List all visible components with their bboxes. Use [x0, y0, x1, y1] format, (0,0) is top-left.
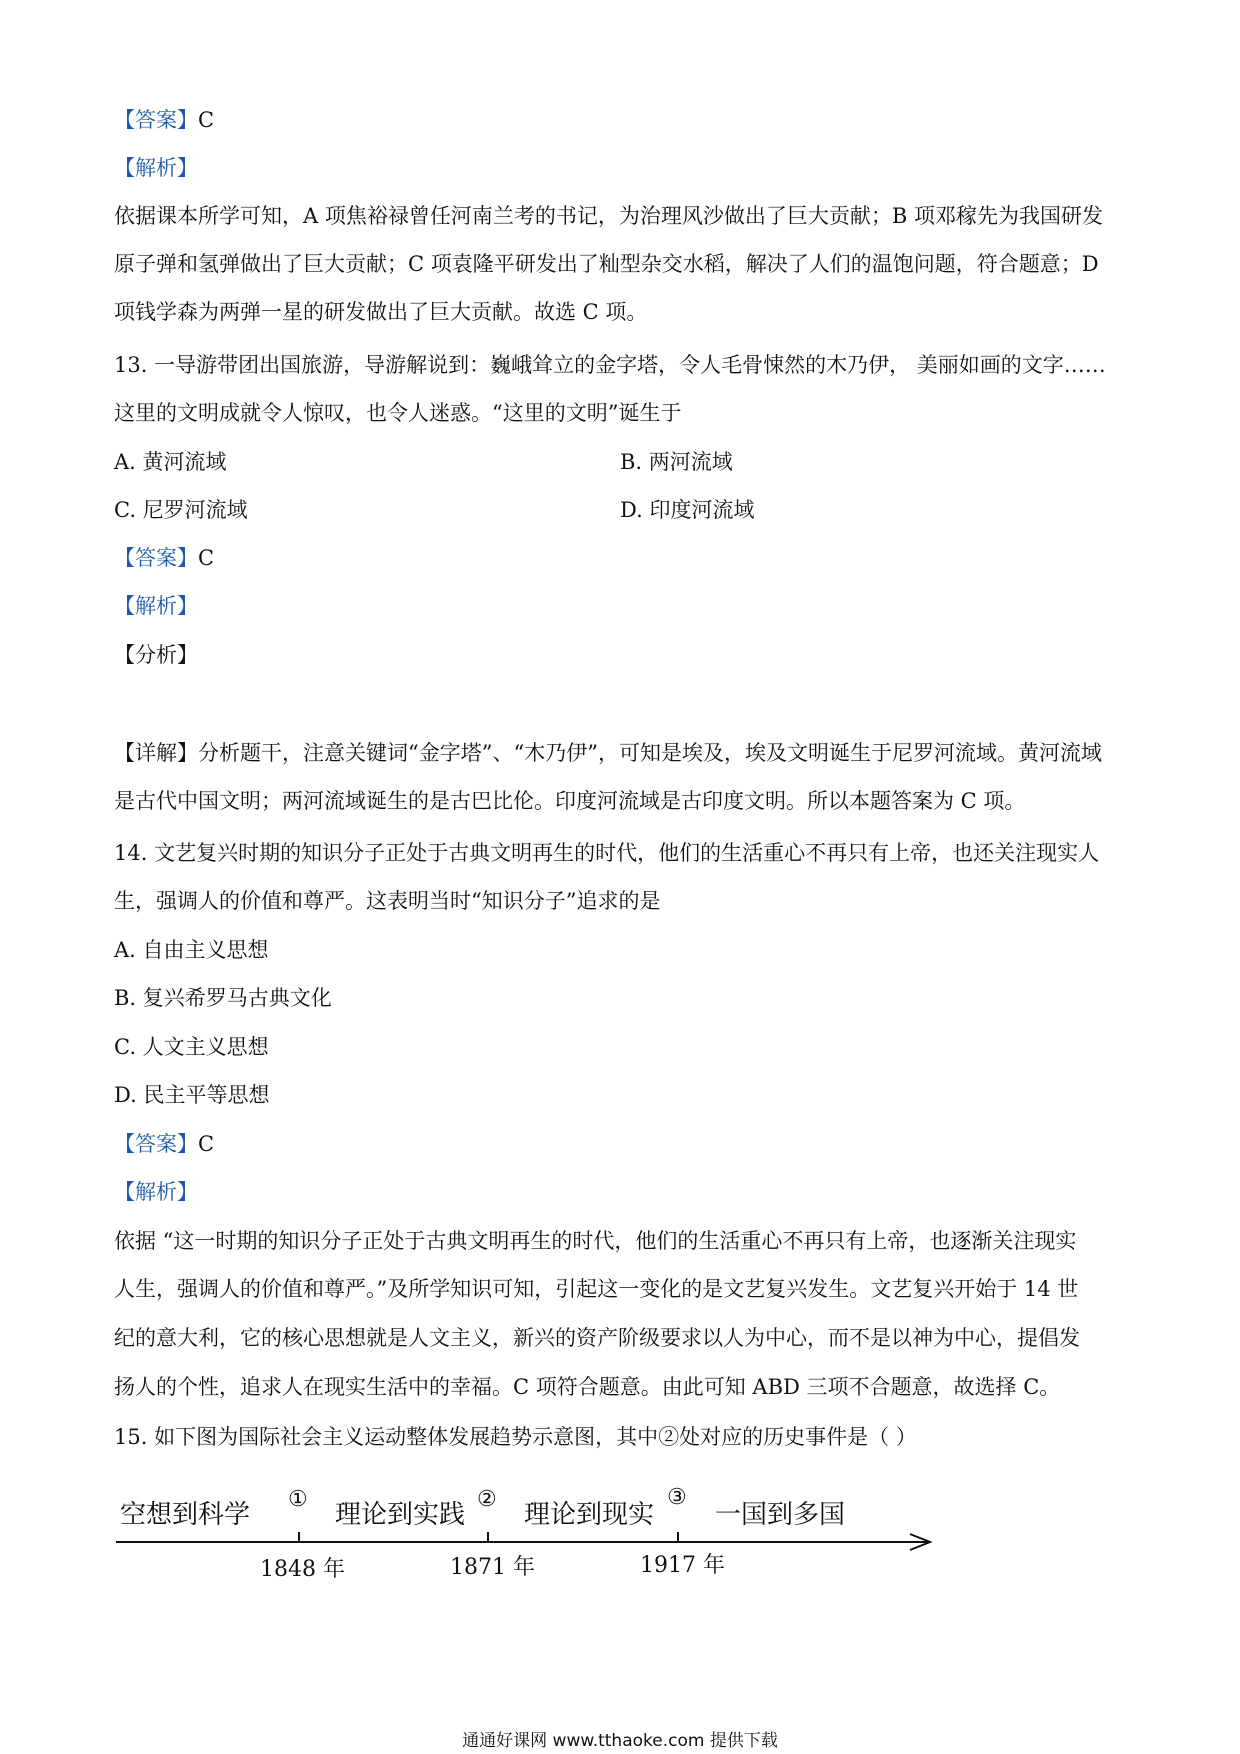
q13-fenxi-label: 【分析】: [114, 643, 198, 667]
answer-label: 【答案】: [114, 108, 198, 132]
q14-option-d: D. 民主平等思想: [114, 1083, 270, 1107]
q14-option-a: A. 自由主义思想: [114, 938, 269, 962]
q13-stem-line-2: 这里的文明成就令人惊叹，也令人迷惑。“这里的文明”诞生于: [114, 401, 682, 425]
answer-value: C: [198, 1132, 215, 1156]
q13-option-b: B. 两河流域: [620, 450, 733, 474]
q14-analysis-label: [114, 1177, 1134, 1207]
answer-value: C: [198, 108, 215, 132]
q12-analysis-line-2: 原子弹和氢弹做出了巨大贡献；C 项袁隆平研发出了籼型杂交水稻，解决了人们的温饱问题，符合题意；D: [114, 252, 1099, 276]
detail-text: 分析题干，注意关键词“金字塔”、“木乃伊”，可知是埃及，埃及文明诞生于尼罗河流域。黄河流域: [198, 741, 1102, 765]
page-footer: 通通好课网 www.tthaoke.com 提供下载: [462, 1731, 778, 1751]
q14-answer: [114, 1129, 1134, 1159]
q13-answer: [114, 543, 1134, 573]
timeline-segment-3: 理论到现实: [524, 1500, 655, 1530]
q14-option-b: B. 复兴希罗马古典文化: [114, 986, 332, 1010]
q14-option-c: C. 人文主义思想: [114, 1035, 269, 1059]
timeline-year-1871: 1871 年: [450, 1555, 535, 1580]
q13-option-a: A. 黄河流域: [114, 450, 227, 474]
answer-label: 【答案】: [114, 1132, 198, 1156]
timeline-segment-4: 一国到多国: [715, 1500, 846, 1530]
q13-option-c: C. 尼罗河流域: [114, 498, 248, 522]
q12-analysis-label: [114, 153, 1134, 183]
q12-analysis-line-1: 依据课本所学可知，A 项焦裕禄曾任河南兰考的书记，为治理风沙做出了巨大贡献；B 项邓稼先为我国研发: [114, 204, 1103, 228]
analysis-label: 【解析】: [114, 594, 198, 618]
q14-analysis-line-4: 扬人的个性，追求人在现实生活中的幸福。C 项符合题意。由此可知 ABD 三项不合题意，故选择 C。: [114, 1375, 1061, 1399]
timeline-segment-2: 理论到实践: [335, 1500, 466, 1530]
answer-value: C: [198, 546, 215, 570]
timeline-year-1848: 1848 年: [260, 1557, 345, 1582]
q14-stem-line-2: 生，强调人的价值和尊严。这表明当时“知识分子”追求的是: [114, 889, 661, 913]
q13-analysis-label: [114, 591, 1134, 621]
analysis-label: 【解析】: [114, 156, 198, 180]
q12-answer: [114, 105, 1134, 135]
q13-detail-line-2: 是古代中国文明；两河流域诞生的是古巴比伦。印度河流域是古印度文明。所以本题答案为 C 项。: [114, 789, 1026, 813]
q13-detail-line-1: [114, 738, 1134, 768]
timeline-marker-2: ②: [477, 1487, 497, 1512]
q13-option-d: D. 印度河流域: [620, 498, 755, 522]
timeline-segment-1: 空想到科学: [120, 1500, 251, 1530]
q12-analysis-line-3: 项钱学森为两弹一星的研发做出了巨大贡献。故选 C 项。: [114, 300, 648, 324]
timeline-diagram: [110, 1480, 950, 1600]
answer-label: 【答案】: [114, 546, 198, 570]
q13-stem-line-1: 13. 一导游带团出国旅游，导游解说到：巍峨耸立的金字塔，令人毛骨悚然的木乃伊， 美丽如画的文字……: [114, 353, 1106, 377]
q14-analysis-line-3: 纪的意大利，它的核心思想就是人文主义，新兴的资产阶级要求以人为中心，而不是以神为中心，提倡发: [114, 1326, 1080, 1350]
detail-label: 【详解】: [114, 741, 198, 765]
analysis-label: 【解析】: [114, 1180, 198, 1204]
q14-analysis-line-1: 依据 “这一时期的知识分子正处于古典文明再生的时代，他们的生活重心不再只有上帝，也逐渐关注现实: [114, 1229, 1077, 1253]
timeline-year-1917: 1917 年: [640, 1553, 725, 1578]
timeline-marker-1: ①: [288, 1487, 308, 1512]
q14-stem-line-1: 14. 文艺复兴时期的知识分子正处于古典文明再生的时代，他们的生活重心不再只有上帝，也还关注现实人: [114, 841, 1100, 865]
q14-analysis-line-2: 人生，强调人的价值和尊严。”及所学知识可知，引起这一变化的是文艺复兴发生。文艺复兴开始于 14 世: [114, 1277, 1079, 1301]
timeline-marker-3: ③: [667, 1485, 687, 1510]
q15-stem: 15. 如下图为国际社会主义运动整体发展趋势示意图，其中②处对应的历史事件是（ ）: [114, 1425, 917, 1449]
